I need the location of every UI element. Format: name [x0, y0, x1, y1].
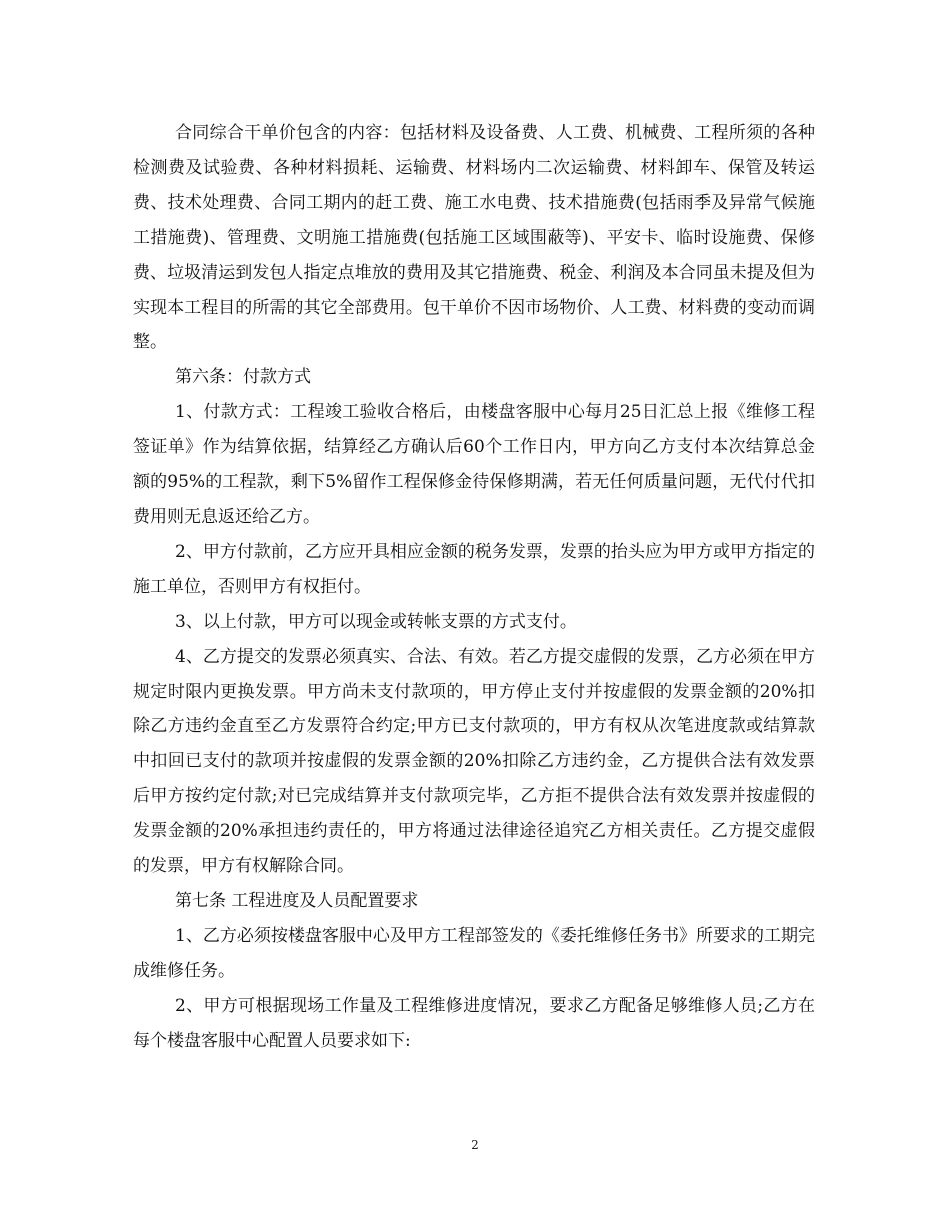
- paragraph-invoice-before-payment: 2、甲方付款前，乙方应开具相应金额的税务发票，发票的抬头应为甲方或甲方指定的施工单位，否则甲方有权拒付。: [133, 541, 815, 597]
- document-body: [133, 116, 815, 1058]
- paragraph-invoice-validity: 4、乙方提交的发票必须真实、合法、有效。若乙方提交虚假的发票，乙方必须在甲方规定时限内更换发票。甲方尚未支付款项的，甲方停止支付并按虚假的发票金额的20%扣除乙方违约金直至乙方发票符合约定;甲方已支付款项的，甲方有权从次笔进度款或结算款中扣回已支付的款项并按虚假的发票金额的20%扣除乙方违约金，乙方提供合法有效发票后甲方按约定付款;对已完成结算并支付款项完毕，乙方拒不提供合法有效发票并按虚假的发票金额的20%承担违约责任的，甲方将通过法律途径追究乙方相关责任。乙方提交虚假的发票，甲方有权解除合同。: [133, 646, 815, 877]
- paragraph-staffing-requirement: 2、甲方可根据现场工作量及工程维修进度情况，要求乙方配备足够维修人员;乙方在每个楼盘客服中心配置人员要求如下:: [133, 995, 815, 1051]
- paragraph-schedule-requirement: 1、乙方必须按楼盘客服中心及甲方工程部签发的《委托维修任务书》所要求的工期完成维修任务。: [133, 925, 815, 981]
- heading-article-six: 第六条：付款方式: [175, 367, 311, 388]
- paragraph-unit-price-contents: 合同综合干单价包含的内容：包括材料及设备费、人工费、机械费、工程所须的各种检测费及试验费、各种材料损耗、运输费、材料场内二次运输费、材料卸车、保管及转运费、技术处理费、合同工期内的赶工费、施工水电费、技术措施费(包括雨季及异常气候施工措施费)、管理费、文明施工措施费(包括施工区域围蔽等)、平安卡、临时设施费、保修费、垃圾清运到发包人指定点堆放的费用及其它措施费、税金、利润及本合同虽未提及但为实现本工程目的所需的其它全部费用。包干单价不因市场物价、人工费、材料费的变动而调整。: [133, 123, 815, 353]
- paragraph-payment-form: 3、以上付款，甲方可以现金或转帐支票的方式支付。: [175, 611, 577, 632]
- page-number: 2: [471, 1138, 479, 1152]
- paragraph-payment-method: 1、付款方式：工程竣工验收合格后，由楼盘客服中心每月25日汇总上报《维修工程签证单》作为结算依据，结算经乙方确认后60个工作日内，甲方向乙方支付本次结算总金额的95%的工程款，剩下5%留作工程保修金待保修期满，若无任何质量问题，无代付代扣费用则无息返还给乙方。: [133, 402, 815, 527]
- heading-article-seven: 第七条 工程进度及人员配置要求: [175, 890, 419, 911]
